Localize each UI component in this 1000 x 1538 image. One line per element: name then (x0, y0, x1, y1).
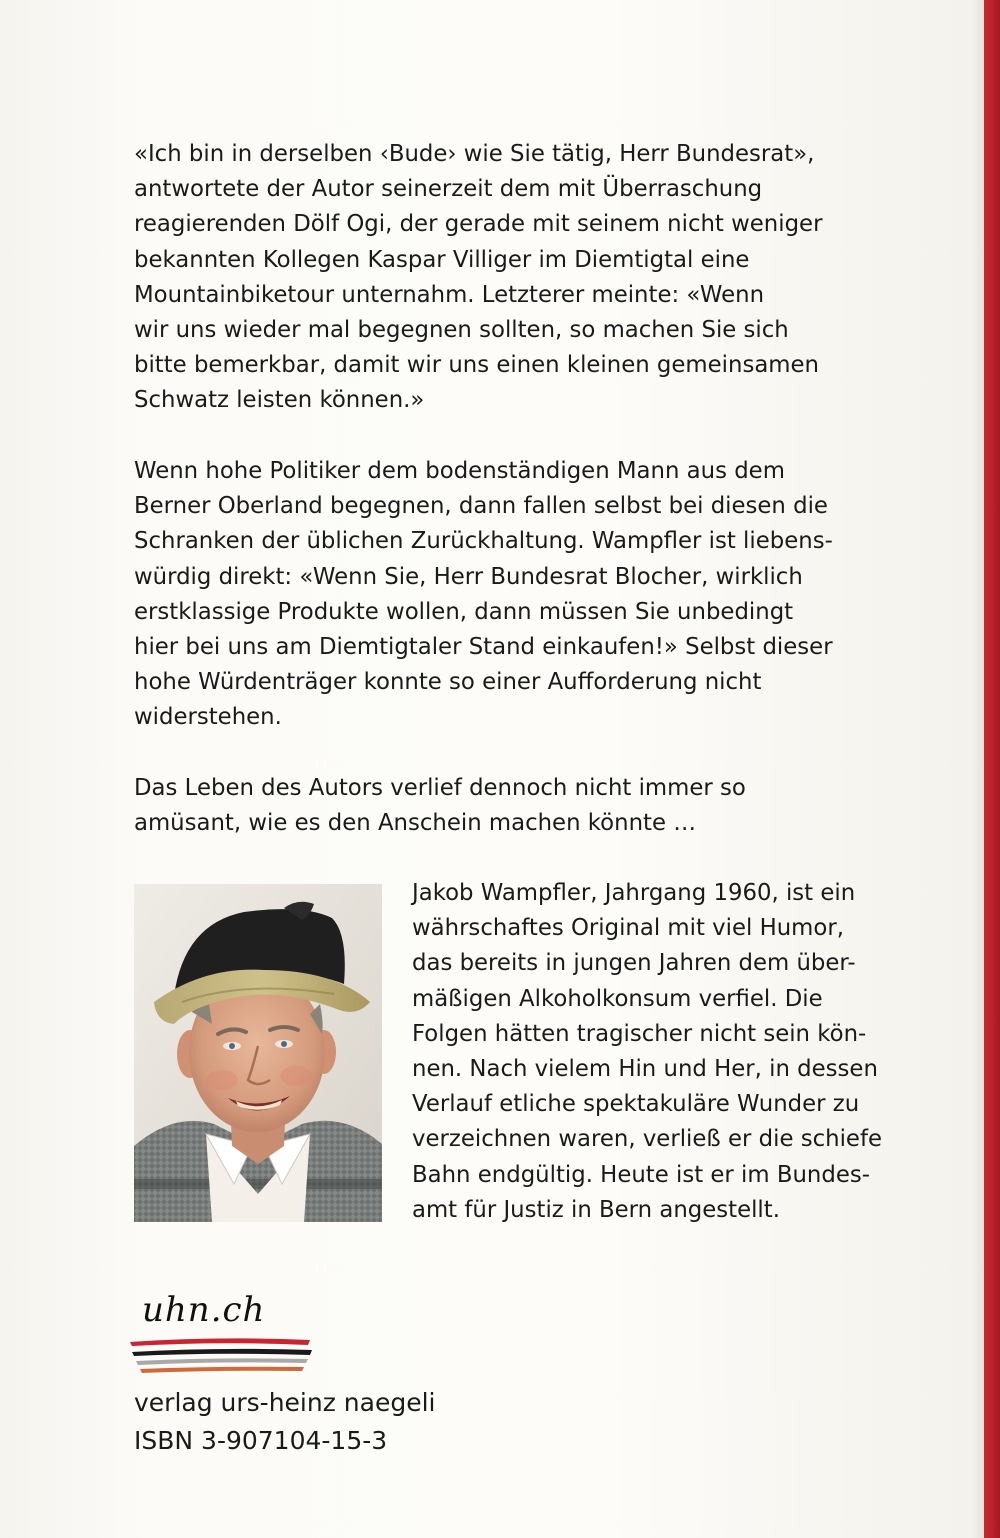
logo-stripe-black (132, 1349, 312, 1356)
text-line: reagierenden Dölf Ogi, der gerade mit seinem nicht weniger (134, 211, 823, 238)
logo-stripe-red (130, 1338, 310, 1346)
text-line: währschaftes Original mit viel Humor, (412, 915, 844, 942)
text-line: bitte bemerkbar, damit wir uns einen kleinen gemeinsamen (134, 352, 819, 379)
text-line: Schwatz leisten können.» (134, 387, 425, 414)
text-line: hier bei uns am Diemtigtaler Stand einkaufen!» Selbst dieser (134, 634, 833, 661)
spine-shadow (970, 0, 984, 1538)
text-line: Berner Oberland begegnen, dann fallen selbst bei diesen die (134, 493, 828, 520)
text-line: Verlauf etliche spektakuläre Wunder zu (412, 1091, 860, 1118)
text-line: widerstehen. (134, 704, 282, 731)
text-line: Schranken der üblichen Zurückhaltung. Wampfler ist liebens- (134, 528, 833, 555)
text-line: Folgen hätten tragischer nicht sein kön- (412, 1020, 867, 1047)
text-line: nen. Nach vielem Hin und Her, in dessen (412, 1056, 878, 1083)
text-line: Das Leben des Autors verlief dennoch nicht immer so (134, 775, 746, 801)
text-line: antwortete der Autor seinerzeit dem mit Überraschung (134, 176, 763, 203)
logo-wordmark: uhn.ch (142, 1290, 266, 1330)
blurb-paragraph-3 (134, 771, 894, 841)
text-line: Bahn endgültig. Heute ist er im Bundes- (412, 1161, 870, 1188)
text-line: hohe Würdenträger konnte so einer Aufforderung nicht (134, 669, 762, 696)
blurb-paragraph-2 (134, 454, 894, 736)
text-line: Jakob Wampfler, Jahrgang 1960, ist ein (412, 880, 856, 906)
text-line: Wenn hohe Politiker dem bodenständigen Mann aus dem (134, 458, 785, 484)
text-line: mäßigen Alkoholkonsum verfiel. Die (412, 985, 823, 1012)
author-portrait (134, 884, 382, 1222)
text-line: verzeichnen waren, verließ er die schiefe (412, 1126, 882, 1153)
text-line: amüsant, wie es den Anschein machen könnte … (134, 810, 697, 837)
text-line: bekannten Kollegen Kaspar Villiger im Diemtigtal eine (134, 246, 750, 273)
publisher-logo (128, 1290, 328, 1380)
author-bio (412, 876, 912, 1228)
text-line: wir uns wieder mal begegnen sollten, so machen Sie sich (134, 317, 789, 344)
text-line: amt für Justiz in Bern angestellt. (412, 1196, 780, 1223)
text-line: erstklassige Produkte wollen, dann müssen Sie unbedingt (134, 598, 794, 625)
text-line: das bereits in jungen Jahren dem über- (412, 950, 856, 977)
red-spine-edge (984, 0, 1000, 1538)
logo-stripe-grey (136, 1358, 308, 1365)
blurb-paragraph-1 (134, 137, 894, 419)
publisher-name: verlag urs-heinz naegeli (134, 1388, 436, 1417)
logo-stripe-orange (140, 1367, 304, 1373)
text-line: Mountainbiketour unternahm. Letzterer meinte: «Wenn (134, 281, 765, 308)
text-line: würdig direkt: «Wenn Sie, Herr Bundesrat Blocher, wirklich (134, 563, 803, 590)
text-line: «Ich bin in derselben ‹Bude› wie Sie tätig, Herr Bundesrat», (134, 141, 815, 167)
isbn-number: ISBN 3-907104-15-3 (134, 1426, 388, 1455)
